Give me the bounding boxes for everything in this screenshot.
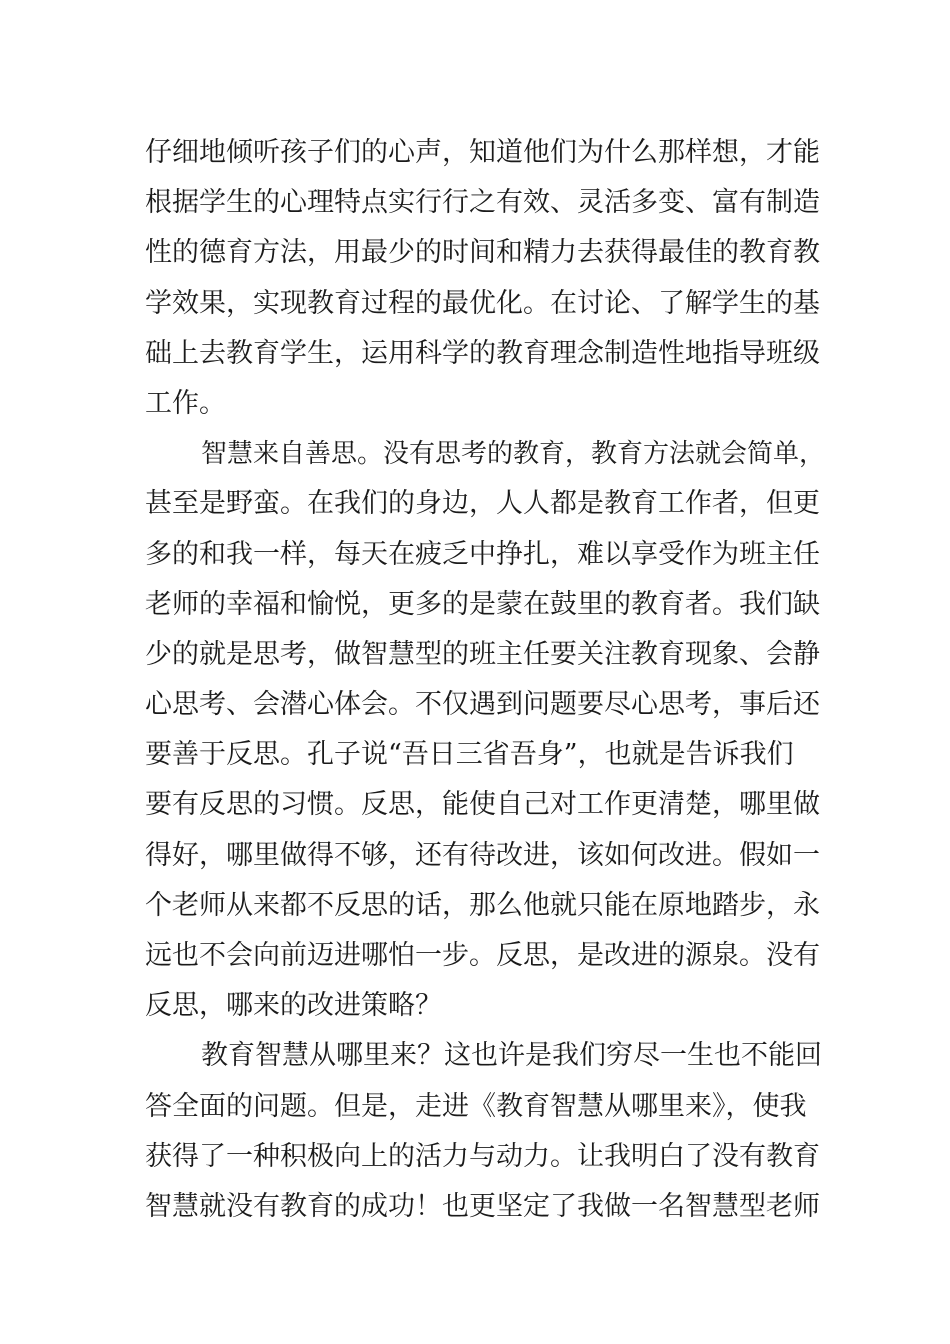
text-line: 学效果，实现教育过程的最优化。在讨论、了解学生的基 <box>145 287 820 319</box>
text-line: 仔细地倾听孩子们的心声，知道他们为什么那样想，才能 <box>145 137 820 168</box>
text-line: 远也不会向前迈进哪怕一步。反思，是改进的源泉。没有 <box>145 940 820 971</box>
text-line: 多的和我一样，每天在疲乏中挣扎，难以享受作为班主任 <box>145 538 820 570</box>
text-line: 性的德育方法，用最少的时间和精力去获得最佳的教育教 <box>145 237 820 269</box>
text-line: 个老师从来都不反思的话，那么他就只能在原地踏步，永 <box>145 889 820 921</box>
text-line: 础上去教育学生，运用科学的教育理念制造性地指导班级 <box>145 337 820 369</box>
text-line: 少的就是思考，做智慧型的班主任要关注教育现象、会静 <box>145 638 820 670</box>
paragraph-start-line: 智慧来自善思。没有思考的教育，教育方法就会简单， <box>201 439 826 470</box>
text-line: 甚至是野蛮。在我们的身边，人人都是教育工作者，但更 <box>145 488 820 520</box>
text-line: 要善于反思。孔子说“吾日三省吾身”，也就是告诉我们 <box>145 739 794 771</box>
text-line: 工作。 <box>145 387 226 419</box>
body-text <box>145 128 825 1232</box>
text-line: 要有反思的习惯。反思，能使自己对工作更清楚，哪里做 <box>145 789 820 821</box>
text-line: 老师的幸福和愉悦，更多的是蒙在鼓里的教育者。我们缺 <box>145 588 820 620</box>
text-line: 心思考、会潜心体会。不仅遇到问题要尽心思考，事后还 <box>145 689 820 721</box>
text-line: 得好，哪里做得不够，还有待改进，该如何改进。假如一 <box>145 839 820 871</box>
text-line: 答全面的问题。但是，走进《教育智慧从哪里来》，使我 <box>145 1090 807 1122</box>
paragraph-start-line: 教育智慧从哪里来？这也许是我们穷尽一生也不能回 <box>201 1040 822 1072</box>
text-line: 反思，哪来的改进策略？ <box>145 990 442 1022</box>
text-line: 智慧就没有教育的成功！也更坚定了我做一名智慧型老师 <box>145 1190 820 1222</box>
text-line: 根据学生的心理特点实行行之有效、灵活多变、富有制造 <box>145 187 820 219</box>
text-line: 获得了一种积极向上的活力与动力。让我明白了没有教育 <box>145 1140 820 1172</box>
